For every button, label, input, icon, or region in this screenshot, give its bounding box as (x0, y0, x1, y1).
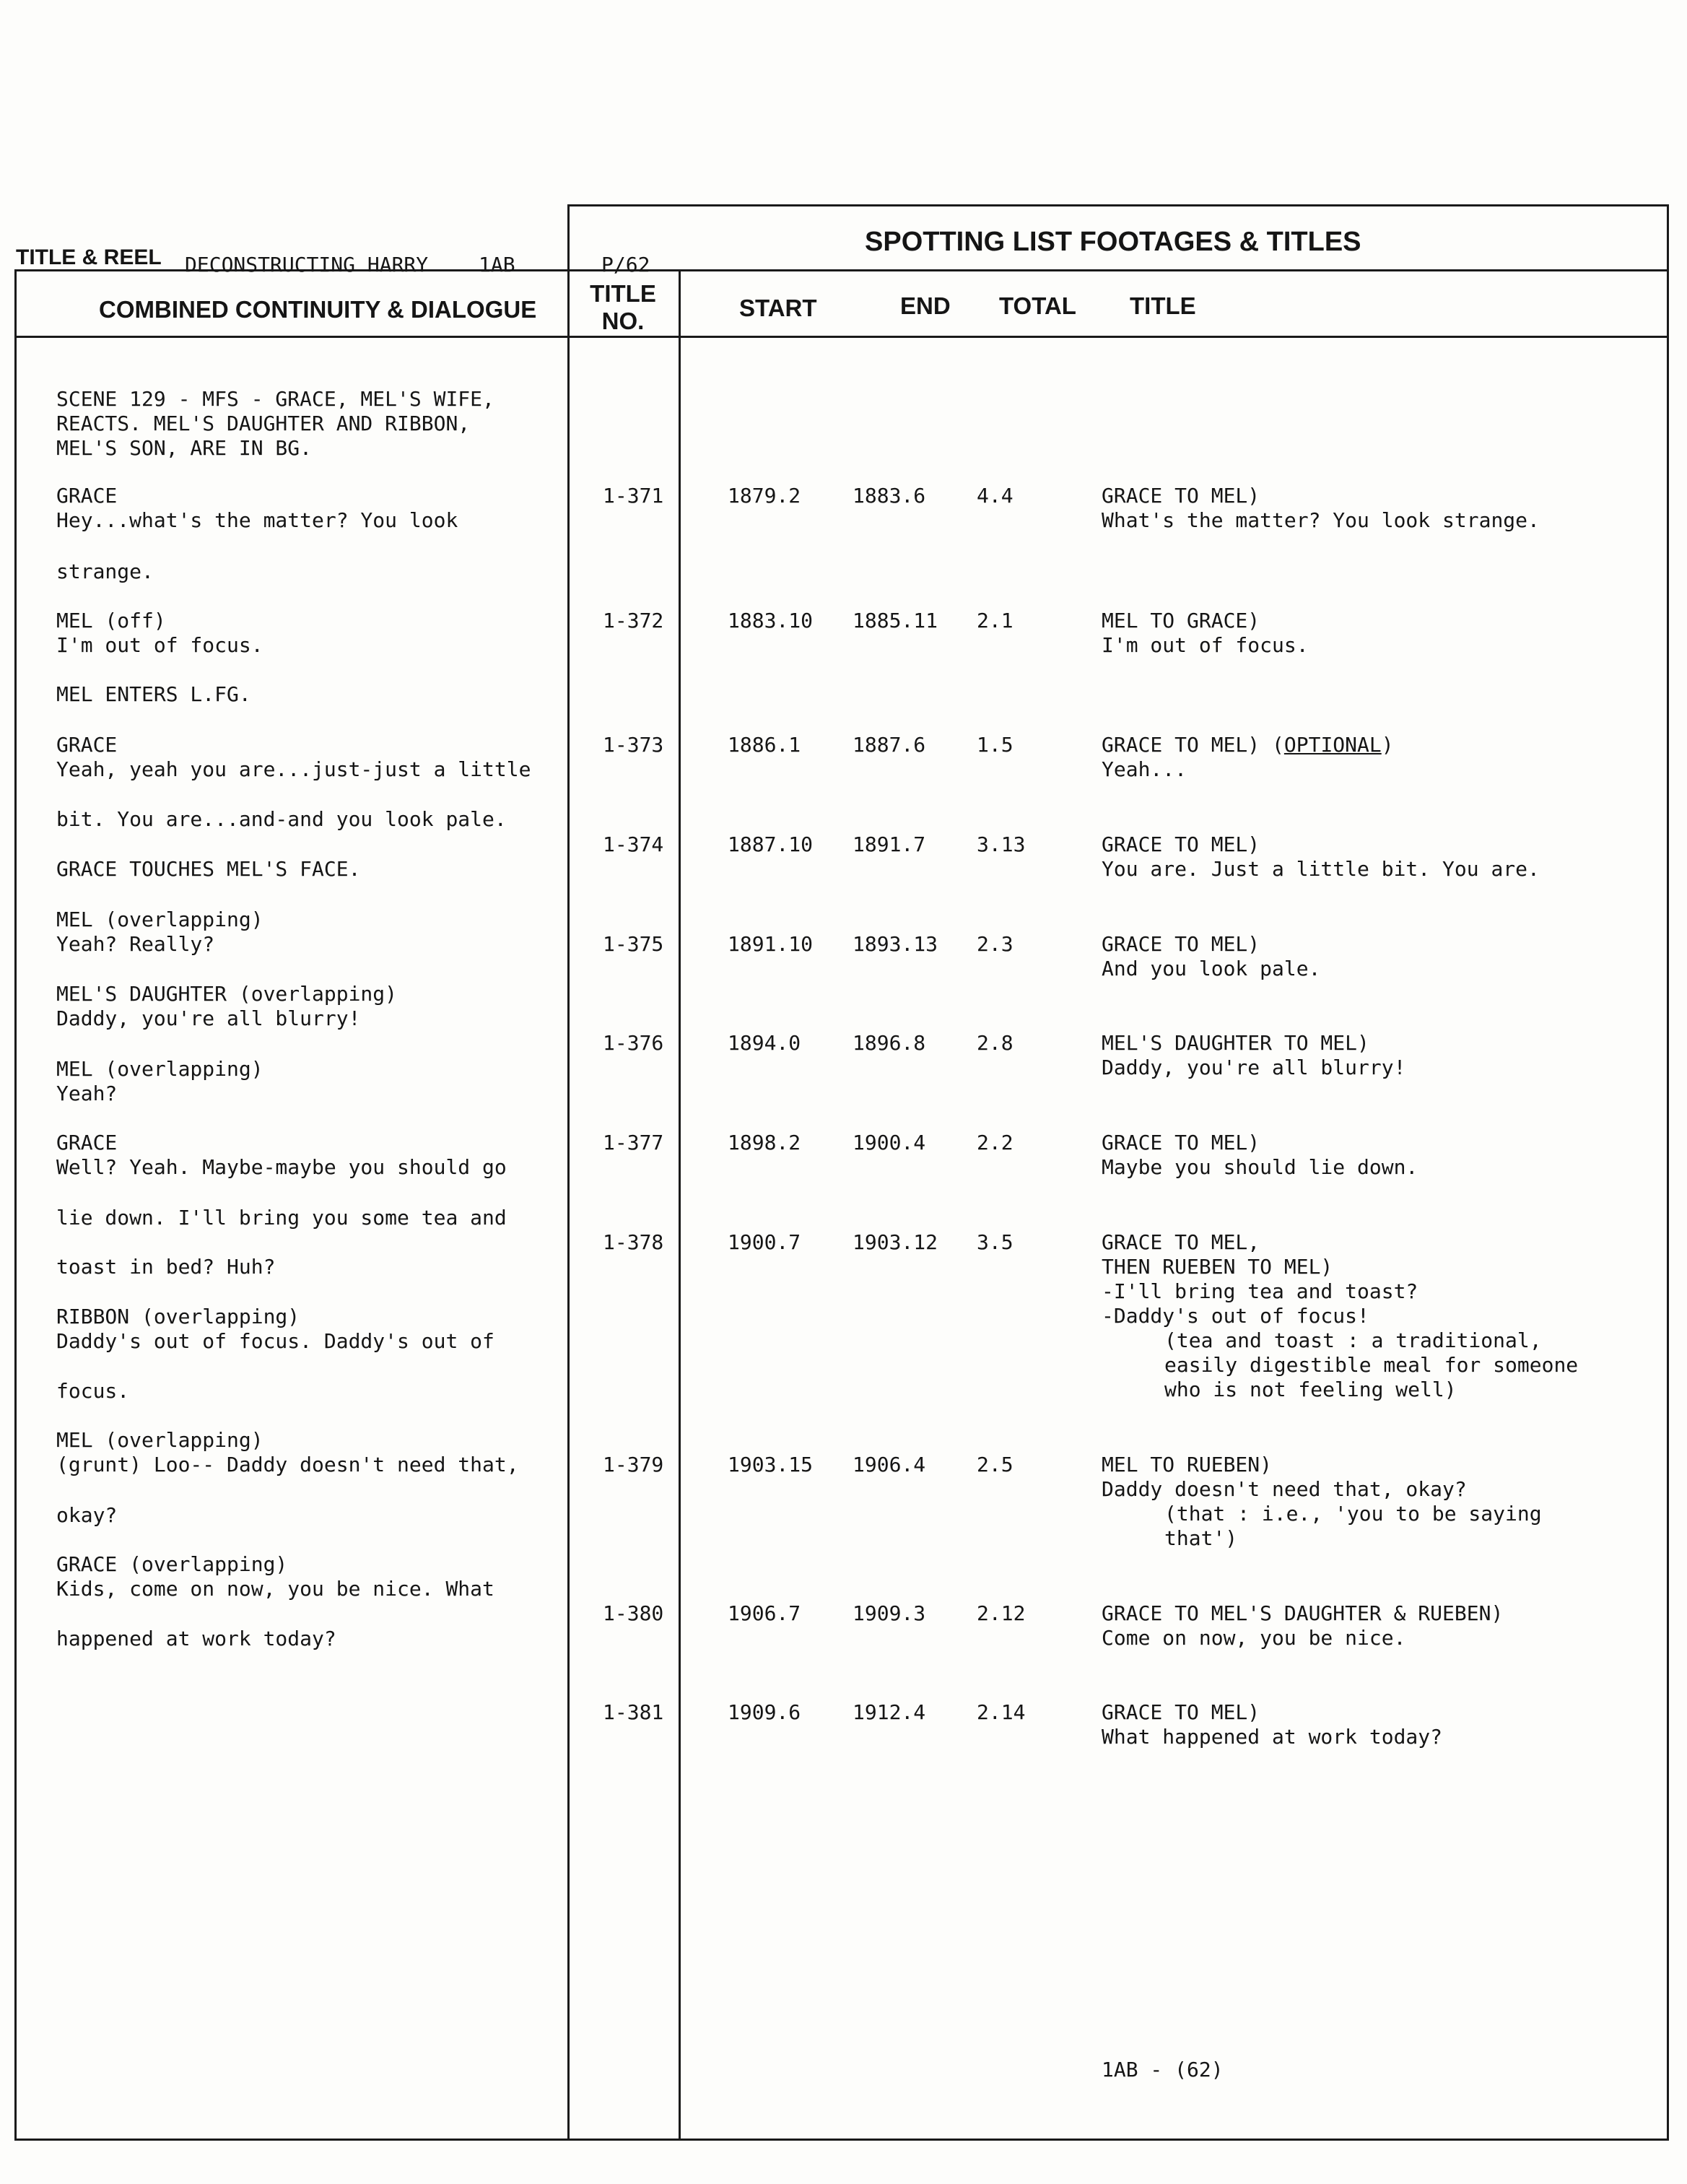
title-reel-label: TITLE & REEL (16, 245, 162, 269)
title-end: 1909.3 (853, 1601, 926, 1625)
title-start: 1906.7 (728, 1601, 801, 1625)
frame-bottom (14, 2139, 1669, 2141)
title-text: Come on now, you be nice. (1102, 1626, 1406, 1650)
title-end: 1893.13 (853, 932, 938, 956)
continuity-daughter: MEL'S DAUGHTER (overlapping) Daddy, you're all blurry! (56, 982, 398, 1030)
speaker-close: ) (1381, 733, 1394, 757)
title-total: 2.8 (977, 1031, 1013, 1055)
continuity-mel-overlap-3: MEL (overlapping) (grunt) Loo-- Daddy doesn't need that, (56, 1428, 519, 1476)
frame-top-right (567, 204, 1669, 206)
continuity-grace-2-cont: bit. You are...and-and you look pale. (56, 807, 507, 831)
title-start: 1898.2 (728, 1131, 801, 1154)
title-end: 1906.4 (853, 1453, 926, 1476)
continuity-grace-2: GRACE Yeah, yeah you are...just-just a little (56, 733, 531, 781)
title-total: 3.13 (977, 832, 1026, 856)
title-no: 1-376 (603, 1031, 664, 1055)
frame-subheader-divider (14, 336, 1669, 338)
title-speaker: MEL TO GRACE) (1102, 609, 1260, 632)
frame-right (1667, 204, 1669, 2141)
continuity-grace-overlap: GRACE (overlapping) Kids, come on now, you be nice. What (56, 1552, 494, 1601)
title-no: 1-378 (603, 1230, 664, 1254)
title-speaker: GRACE TO MEL) (1102, 1700, 1260, 1724)
title-text: I'm out of focus. (1102, 633, 1309, 657)
continuity-grace-touches: GRACE TOUCHES MEL'S FACE. (56, 857, 361, 881)
title-text: Yeah... (1102, 757, 1187, 781)
title-total: 4.4 (977, 484, 1013, 508)
continuity-grace-3-cont-2: toast in bed? Huh? (56, 1255, 276, 1279)
title-no: 1-371 (603, 484, 664, 508)
title-total: 2.2 (977, 1131, 1013, 1154)
title-no: 1-377 (603, 1131, 664, 1154)
title-no: 1-381 (603, 1700, 664, 1724)
title-start: 1879.2 (728, 484, 801, 508)
title-total: 2.1 (977, 609, 1013, 632)
title-start: 1883.10 (728, 609, 814, 632)
title-start: 1909.6 (728, 1700, 801, 1724)
col-header-end: END (900, 292, 951, 319)
title-speaker: GRACE TO MEL) (1102, 484, 1260, 508)
continuity-grace-1-cont: strange. (56, 560, 154, 583)
continuity-grace-overlap-cont: happened at work today? (56, 1627, 336, 1650)
title-text: Maybe you should lie down. (1102, 1155, 1418, 1179)
continuity-ribbon-cont: focus. (56, 1379, 130, 1403)
title-start: 1886.1 (728, 733, 801, 757)
frame-left (14, 269, 17, 2141)
col-header-total: TOTAL (999, 292, 1076, 319)
title-note: (tea and toast : a traditional, easily digestible meal for someone who is not feeling well) (1164, 1328, 1579, 1401)
continuity-mel-off: MEL (off) I'm out of focus. (56, 609, 263, 657)
title-speaker: GRACE TO MEL) (1102, 832, 1260, 856)
title-total: 2.3 (977, 932, 1013, 956)
title-total: 2.12 (977, 1601, 1026, 1625)
title-end: 1903.12 (853, 1230, 938, 1254)
title-end: 1900.4 (853, 1131, 926, 1154)
title-start: 1894.0 (728, 1031, 801, 1055)
title-text: Daddy doesn't need that, okay? (1102, 1477, 1467, 1501)
title-speaker: MEL TO RUEBEN) (1102, 1453, 1273, 1476)
continuity-grace-1: GRACE Hey...what's the matter? You look (56, 484, 458, 532)
title-no: 1-380 (603, 1601, 664, 1625)
title-end: 1896.8 (853, 1031, 926, 1055)
page-number: P/62 (601, 253, 650, 277)
title-text: And you look pale. (1102, 957, 1321, 980)
title-text: -I'll bring tea and toast? -Daddy's out of focus! (1102, 1279, 1418, 1328)
title-end: 1891.7 (853, 832, 926, 856)
title-total: 2.5 (977, 1453, 1013, 1476)
reel-number: 1AB (479, 253, 515, 277)
spotting-list-title: SPOTTING LIST FOOTAGES & TITLES (865, 227, 1361, 257)
title-speaker: GRACE TO MEL) (1102, 1131, 1260, 1154)
title-note: (that : i.e., 'you to be saying that') (1164, 1502, 1542, 1550)
title-text: What happened at work today? (1102, 1725, 1443, 1749)
title-speaker: GRACE TO MEL'S DAUGHTER & RUEBEN) (1102, 1601, 1504, 1625)
col-header-continuity: COMBINED CONTINUITY & DIALOGUE (99, 296, 537, 323)
title-total: 3.5 (977, 1230, 1013, 1254)
title-speaker: GRACE TO MEL, THEN RUEBEN TO MEL) (1102, 1230, 1333, 1279)
continuity-mel-overlap-2: MEL (overlapping) Yeah? (56, 1057, 263, 1105)
continuity-grace-3: GRACE Well? Yeah. Maybe-maybe you should go (56, 1131, 507, 1179)
title-start: 1903.15 (728, 1453, 814, 1476)
frame-col-divider-2 (679, 269, 681, 2141)
title-no: 1-375 (603, 932, 664, 956)
continuity-scene-129: SCENE 129 - MFS - GRACE, MEL'S WIFE, REACTS. MEL'S DAUGHTER AND RIBBON, MEL'S SON, ARE IN BG. (56, 387, 494, 460)
title-end: 1887.6 (853, 733, 926, 757)
continuity-mel-overlap-1: MEL (overlapping) Yeah? Really? (56, 908, 263, 956)
title-start: 1887.10 (728, 832, 814, 856)
col-header-title: TITLE (1130, 292, 1196, 319)
title-end: 1912.4 (853, 1700, 926, 1724)
speaker-label: GRACE TO MEL) ( (1102, 733, 1284, 757)
title-total: 1.5 (977, 733, 1013, 757)
title-no: 1-374 (603, 832, 664, 856)
title-end: 1885.11 (853, 609, 938, 632)
title-speaker: GRACE TO MEL) (1102, 932, 1260, 956)
title-start: 1900.7 (728, 1230, 801, 1254)
title-speaker (1102, 733, 1394, 757)
title-no: 1-379 (603, 1453, 664, 1476)
continuity-ribbon: RIBBON (overlapping) Daddy's out of focus. Daddy's out of (56, 1305, 494, 1353)
col-header-title-no: TITLE NO. (590, 280, 656, 334)
title-total: 2.14 (977, 1700, 1026, 1724)
title-text: What's the matter? You look strange. (1102, 508, 1540, 532)
page-footer: 1AB - (62) (1102, 2058, 1224, 2081)
title-start: 1891.10 (728, 932, 814, 956)
title-no: 1-373 (603, 733, 664, 757)
continuity-mel-overlap-3-cont: okay? (56, 1503, 118, 1527)
optional-note: OPTIONAL (1283, 733, 1382, 757)
title-no: 1-372 (603, 609, 664, 632)
title-reel-value: DECONSTRUCTING HARRY (185, 253, 429, 277)
frame-col-divider-1 (567, 204, 570, 2141)
continuity-grace-3-cont-1: lie down. I'll bring you some tea and (56, 1206, 507, 1230)
continuity-mel-enters: MEL ENTERS L.FG. (56, 682, 251, 706)
col-header-start: START (739, 295, 817, 321)
title-text: Daddy, you're all blurry! (1102, 1056, 1406, 1079)
title-end: 1883.6 (853, 484, 926, 508)
title-text: You are. Just a little bit. You are. (1102, 857, 1540, 881)
title-speaker: MEL'S DAUGHTER TO MEL) (1102, 1031, 1369, 1055)
